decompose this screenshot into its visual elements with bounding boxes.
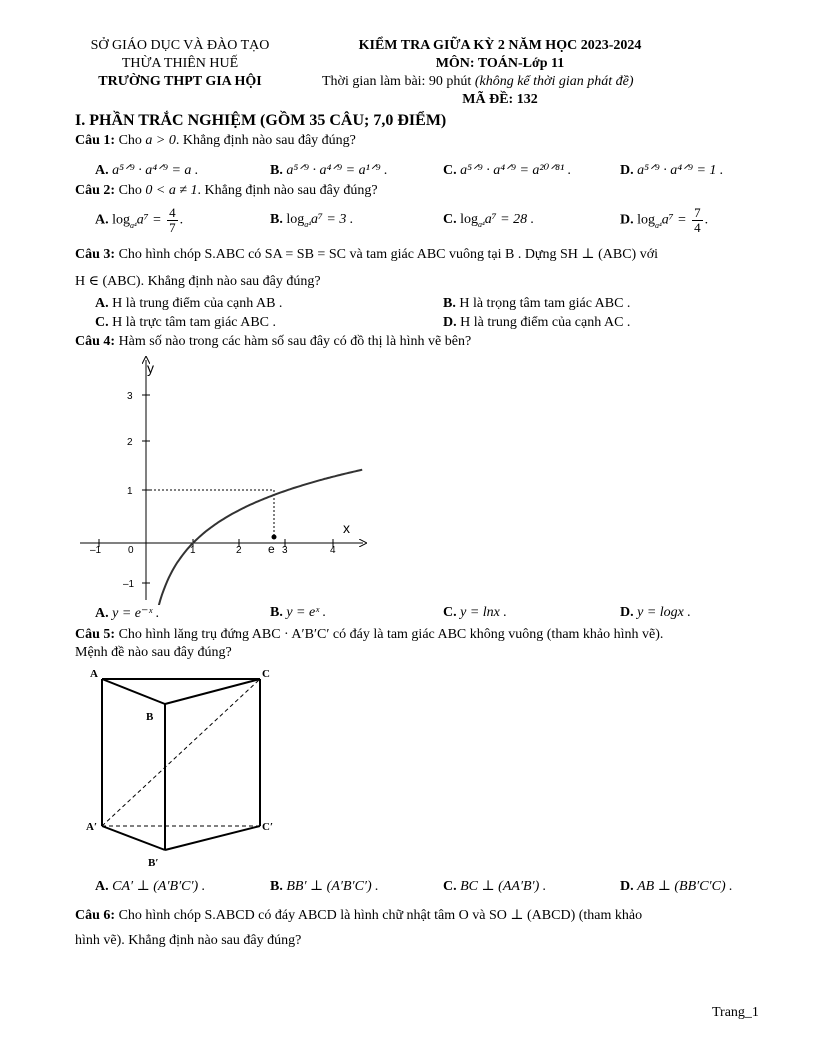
option-letter: D.	[620, 212, 634, 228]
y-tick: –1	[123, 579, 135, 590]
log-symbol: log	[637, 212, 656, 228]
option-letter: D.	[620, 879, 634, 894]
x-tick: 0	[128, 545, 134, 556]
y-axis-label: y	[147, 360, 154, 376]
subject: MÔN: TOÁN-Lớp 11	[435, 56, 565, 71]
y-tick: 2	[127, 437, 133, 448]
denominator: 4	[694, 220, 701, 235]
stem-text: Cho	[118, 183, 142, 198]
q2-option-c[interactable]	[443, 212, 534, 228]
question-label: Câu 3:	[75, 247, 116, 262]
option-letter: A.	[95, 163, 109, 178]
question-4-stem	[75, 334, 471, 350]
option-text: a⁵ᐟ⁹ · a⁴ᐟ⁹ = a¹ᐟ⁹ .	[286, 163, 388, 178]
dept-name: SỞ GIÁO DỤC VÀ ĐÀO TẠO	[90, 38, 270, 53]
question-5-stem	[75, 627, 663, 643]
time-line	[322, 74, 634, 90]
section-title: I. PHẦN TRẮC NGHIỆM (GỒM 35 CÂU; 7,0 ĐIỂM)	[75, 112, 447, 129]
q2-option-a[interactable]: A. $\log_{a^4}a^7$ = $\frac{4}{7}$ .	[95, 205, 184, 235]
option-letter: B.	[270, 212, 283, 227]
q4-option-b[interactable]	[270, 605, 326, 621]
prism-figure	[80, 664, 280, 874]
log-graph	[75, 355, 375, 605]
option-text: y = eˣ .	[286, 605, 327, 620]
option-letter: A.	[95, 606, 109, 621]
stem-text: Cho	[118, 133, 142, 148]
stem-text: . Khẳng định nào sau đây đúng?	[197, 183, 378, 198]
option-text: y = e⁻ˣ .	[112, 606, 160, 621]
school-name: TRƯỜNG THPT GIA HỘI	[98, 74, 262, 89]
question-3-stem-line2: H ∈ (ABC). Khẳng định nào sau đây đúng?	[75, 274, 321, 289]
option-letter: B.	[270, 879, 283, 894]
question-5-stem-line2: Mệnh đề nào sau đây đúng?	[75, 645, 232, 660]
log-base: a⁴	[655, 220, 662, 230]
exam-code: MÃ ĐỀ: 132	[462, 92, 538, 107]
log-arg: a⁷ =	[136, 212, 162, 228]
option-text: CA′ ⊥ (A′B′C′) .	[112, 879, 206, 894]
option-text: H là trực tâm tam giác ABC .	[112, 315, 277, 330]
option-letter: B.	[270, 605, 283, 620]
exam-title: KIỂM TRA GIỮA KỲ 2 NĂM HỌC 2023-2024	[358, 38, 642, 53]
option-text: H là trung điểm của cạnh AC .	[460, 315, 631, 330]
q2-option-b[interactable]	[270, 212, 353, 228]
x-tick: 4	[330, 545, 336, 556]
stem-text: Cho hình lăng trụ đứng ABC · A′B′C′ có đáy là tam giác ABC không vuông (tham khảo hình vẽ).	[118, 627, 664, 642]
option-letter: A.	[95, 212, 109, 228]
option-letter: D.	[620, 163, 634, 178]
option-letter: C.	[95, 315, 109, 330]
q5-option-c[interactable]	[443, 878, 546, 895]
option-letter: B.	[270, 163, 283, 178]
log-arg: a⁷ = 3 .	[311, 212, 354, 227]
log-symbol: log	[460, 212, 479, 227]
question-label: Câu 4:	[75, 334, 116, 349]
y-tick: 1	[127, 486, 133, 497]
question-label: Câu 2:	[75, 183, 116, 198]
option-letter: C.	[443, 605, 457, 620]
log-symbol: log	[286, 212, 305, 227]
option-letter: C.	[443, 879, 457, 894]
question-2-stem	[75, 183, 378, 199]
option-text: y = logx .	[637, 605, 691, 620]
vertex-a: A	[90, 668, 98, 680]
vertex-a-prime: A′	[86, 821, 98, 833]
option-text: y = lnx .	[460, 605, 507, 620]
q3-option-d[interactable]	[443, 315, 630, 331]
condition: a > 0	[145, 133, 176, 148]
option-text: a⁵ᐟ⁹ · a⁴ᐟ⁹ = 1 .	[637, 163, 724, 178]
fraction	[692, 206, 703, 235]
condition: 0 < a ≠ 1	[145, 183, 198, 198]
stem-text: Cho hình chóp S.ABCD có đáy ABCD là hình chữ nhật tâm O và SO ⊥ (ABCD) (tham khảo	[118, 908, 643, 923]
question-label: Câu 5:	[75, 627, 116, 642]
option-text: BC ⊥ (AA′B′) .	[460, 879, 547, 894]
option-text: H là trọng tâm tam giác ABC .	[459, 296, 631, 311]
province-name: THỪA THIÊN HUẾ	[121, 56, 239, 71]
question-6-stem	[75, 907, 642, 924]
x-tick-e: e	[268, 542, 275, 556]
option-text: a⁵ᐟ⁹ · a⁴ᐟ⁹ = a²⁰ᐟ⁸¹ .	[460, 163, 572, 178]
time-text: Thời gian làm bài: 90 phút	[322, 74, 472, 89]
option-letter: C.	[443, 163, 457, 178]
option-text: BB′ ⊥ (A′B′C′) .	[286, 879, 379, 894]
x-tick: –1	[90, 545, 102, 556]
option-letter: D.	[620, 605, 634, 620]
x-tick: 3	[282, 545, 288, 556]
vertex-c-prime: C′	[262, 821, 274, 833]
q1-option-d[interactable]	[620, 162, 723, 179]
q1-option-b[interactable]	[270, 162, 388, 179]
question-1-stem	[75, 133, 356, 149]
stem-text: Cho hình chóp S.ABC có SA = SB = SC và tam giác ABC vuông tại B . Dựng SH ⊥ (ABC) với	[118, 247, 658, 262]
stem-text: Hàm số nào trong các hàm số sau đây có đồ thị là hình vẽ bên?	[118, 334, 472, 349]
q2-option-d[interactable]: D. $\log_{a^4}a^7$ = $\frac{7}{4}$ .	[620, 205, 709, 235]
option-text: H là trung điểm của cạnh AB .	[112, 296, 283, 311]
y-tick: 3	[127, 391, 133, 402]
vertex-c: C	[262, 668, 270, 680]
q4-option-d[interactable]	[620, 605, 691, 621]
q1-option-a[interactable]	[95, 162, 198, 179]
page-number: Trang_1	[712, 1005, 759, 1020]
option-letter: C.	[443, 212, 457, 227]
q3-option-b[interactable]	[443, 296, 630, 312]
q1-option-c[interactable]	[443, 162, 571, 179]
point-e	[272, 535, 277, 540]
log-symbol: log	[112, 212, 131, 228]
denominator: 7	[169, 220, 176, 235]
q5-option-d[interactable]	[620, 878, 733, 895]
log-arg: a⁷ = 28 .	[484, 212, 535, 227]
x-tick: 2	[236, 545, 242, 556]
fraction	[167, 206, 178, 235]
q5-option-a[interactable]	[95, 878, 205, 895]
vertex-b: B	[146, 711, 154, 723]
question-3-stem	[75, 246, 658, 263]
log-arg: a⁷ =	[661, 212, 687, 228]
option-text: a⁵ᐟ⁹ · a⁴ᐟ⁹ = a .	[112, 163, 199, 178]
x-tick: 1	[190, 545, 196, 556]
q3-option-a[interactable]	[95, 296, 282, 312]
option-letter: A.	[95, 296, 109, 311]
option-letter: D.	[443, 315, 457, 330]
q3-option-c[interactable]	[95, 315, 276, 331]
q4-option-a[interactable]	[95, 605, 159, 622]
q4-option-c[interactable]	[443, 605, 507, 621]
question-label: Câu 6:	[75, 908, 116, 923]
q5-option-b[interactable]	[270, 878, 379, 895]
stem-text: . Khẳng định nào sau đây đúng?	[175, 133, 356, 148]
log-base: a⁴	[304, 220, 312, 229]
time-note: (không kể thời gian phát đề)	[474, 74, 634, 89]
option-text: AB ⊥ (BB′C′C) .	[637, 879, 733, 894]
numerator: 7	[694, 205, 701, 220]
log-base: a⁴	[130, 220, 137, 230]
option-letter: B.	[443, 296, 456, 311]
vertex-b-prime: B′	[148, 857, 159, 869]
log-base: a⁴	[478, 220, 485, 229]
question-6-stem-line2: hình vẽ). Khẳng định nào sau đây đúng?	[75, 933, 302, 948]
option-letter: A.	[95, 879, 109, 894]
question-label: Câu 1:	[75, 133, 116, 148]
x-axis-label: x	[343, 520, 350, 536]
numerator: 4	[169, 205, 176, 220]
